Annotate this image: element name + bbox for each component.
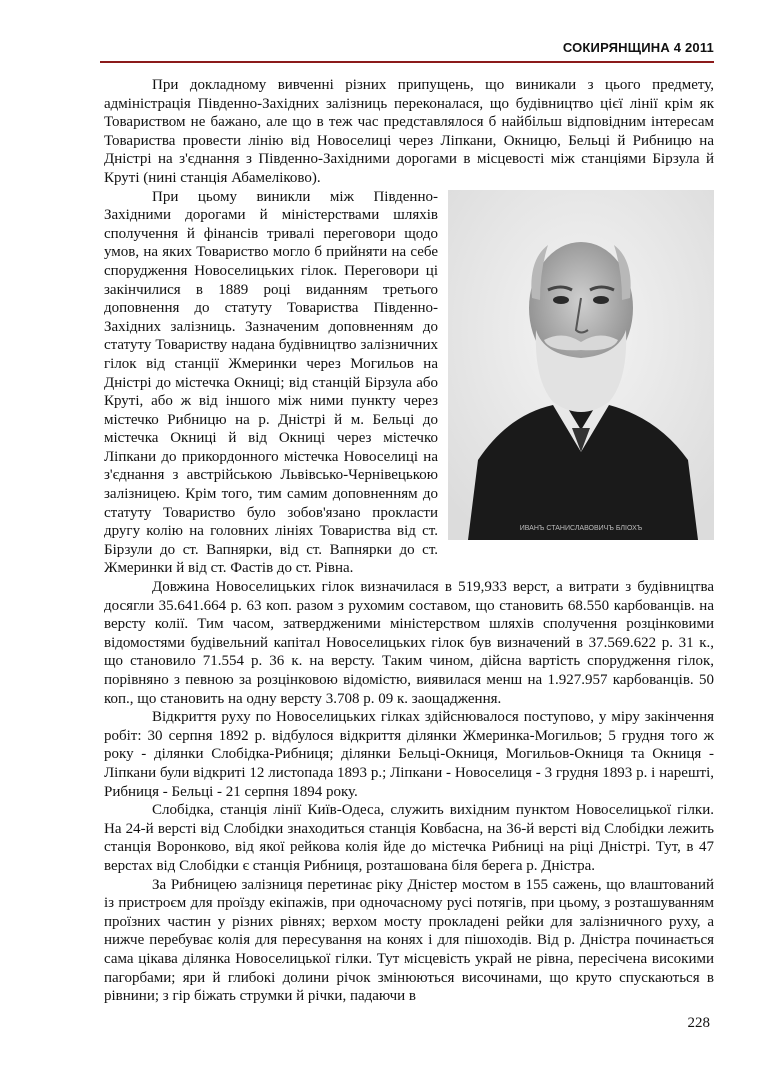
portrait-caption: ИВАНЪ СТАНИСЛАВОВИЧЪ БЛІОХЪ [519, 524, 643, 532]
running-header: СОКИРЯНЩИНА 4 2011 [562, 40, 714, 55]
article-body [104, 76, 714, 1006]
page-number: 228 [687, 1015, 710, 1031]
header-rule [100, 61, 714, 63]
paragraph-1: При докладному вивченні різних припущень, що виникали з цього предмету, адміністрація Південно-Західних залізниць переконалася, що будівництво цієї лінії крім як Товариством не бажано, але що в теж час представлялося б найбільш відповідним інтересам Товариства провести лінію від Новоселиці через Ліпкани, Окницю, Бельці й Рибницю на Дністрі на з'єднання з Південно-Західними дорогами в місцевості між станціями Бірзула й Круті (нині станція Абамеліково). [104, 77, 714, 186]
paragraph-5: Слобідка, станція лінії Київ-Одеса, служить вихідним пунктом Новоселицької гілки. На 24-й версті від Слобідки знаходиться станція Ковбасна, на 36-й версті від Слобідки лежить станція Воронково, від якої рейкова колія йде до містечка Рибниці на ріці Дністрі. Тут, в 47 верстах від Слобідки є станція Рибниця, розташована біля берега р. Дністра. [104, 802, 714, 874]
paragraph-3: Довжина Новоселицьких гілок визначилася в 519,933 верст, а витрати з будівництва досягли 35.641.664 р. 63 коп. разом з рухомим составом, що становить 68.550 карбованців. на версту колії. Тим часом, затвердженими міністерством шляхів сполучення розцінковими відомостями будівельний капітал Новоселицьких гілок був визначений в 37.569.622 р. 31 к., що становило 71.554 р. 36 к. на версту. Таким чином, дійсна вартість спорудження гілок, порівняно з певною за розцінковою відомістю, виявилася менш на 1.927.957 карбованців. 50 коп., що становить на одну версту 3.708 р. 09 к. заощадження. [104, 579, 714, 707]
paragraph-6: За Рибницею залізниця перетинає ріку Дністер мостом в 155 сажень, що влаштований із пристроєм для проїзду екіпажів, при одночасному русі потягів, при цьому, з розташуванням проїзних частин у різних рівнях; верхом мосту прокладені рейки для залізничного руху, а нижче перебуває колія для пересування на конях і для пішоходів. Від р. Дністра починається сама цікава ділянка Новоселицької гілки. Тут місцевість украй не рівна, пересічена високими пагорбами; яри й глибокі долини річок змінюються височинами, що круто спускаються в рівнини; з гір біжать струмки й річки, падаючи в [104, 876, 714, 1005]
paragraph-2: При цьому виникли між Південно-Західними дорогами й міністерствами шляхів сполучення й фінансів тривалі переговори щодо умов, на яких Товариство могло б прийняти на себе спорудження Новоселицьких гілок. Переговори ці закінчилися в 1889 році виданням третього доповнення до статуту Товариства Південно-Західних залізниць. Зазначеним доповненням до статуту Товариству надана будівництво залізничних гілок від станції Жмеринки через Могильов на Дністрі до містечка Окниці; від станцій Бірзула або Круті, або ж від іншого між ними пункту через містечко Рибницю на р. Дністрі й м. Бельці до містечка Окниці й від Окниці через містечко Ліпкани до прикордонного містечка Новоселиці на з'єднання з австрійською Львівсько-Чернівецькою залізницею. Крім того, тим самим доповненням до статуту Товариство було зобов'язано прокласти другу колію на головних лініях Товариства від ст. Бірзули до ст. Вапнярки, від ст. Вапнярки до ст. Жмеринки й від ст. Фастів до ст. Рівна. [104, 188, 438, 577]
portrait-photo-icon [448, 190, 714, 540]
portrait-figure [448, 190, 714, 540]
paragraph-4: Відкриття руху по Новоселицьких гілках здійснювалося поступово, у міру закінчення робіт: 30 серпня 1892 р. відбулося відкриття ділянки Жмеринка-Могильов; 5 грудня того ж року - ділянки Слобідка-Рибниця; ділянки Бельці-Окниця, Могильов-Окниця та Окниця - Ліпкани були відкриті 12 листопада 1893 р.; Ліпкани - Новоселиця - 3 грудня 1893 р. і нарешті, Рибниця - Бельці - 21 серпня 1894 року. [104, 709, 714, 800]
